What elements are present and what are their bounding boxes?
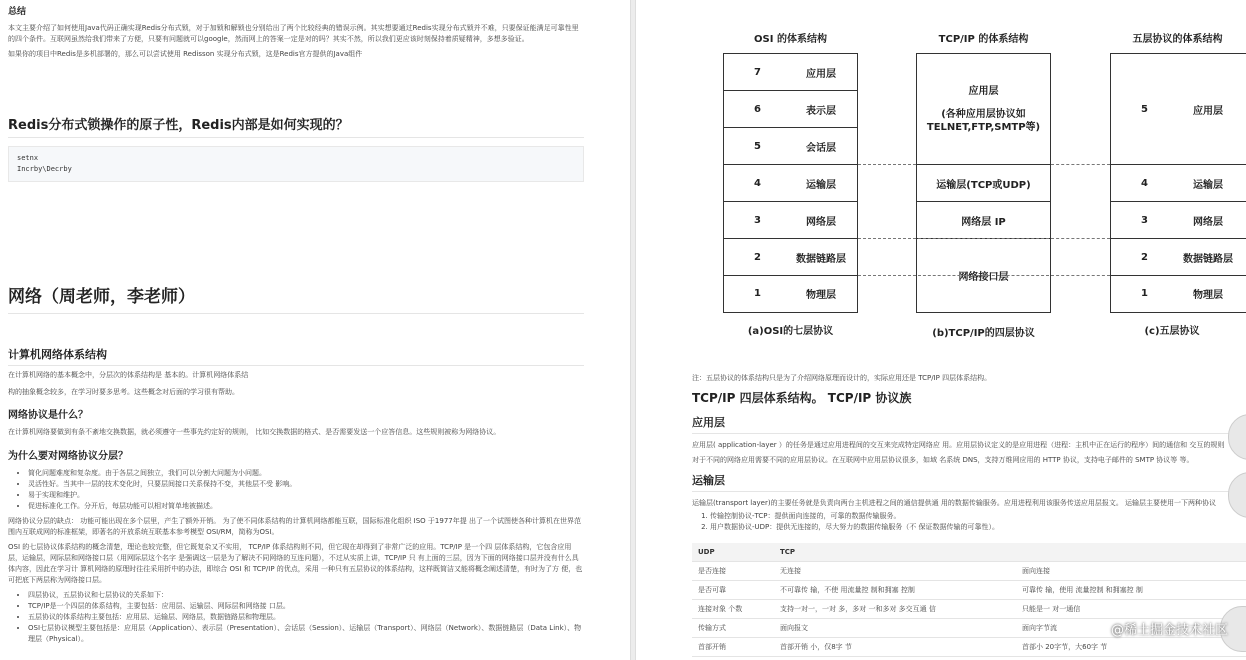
tcpip-stack [916, 53, 1051, 313]
what-section [8, 406, 584, 438]
table-cell: 可靠传 输，使用 流量控制 和拥塞控 制 [1016, 581, 1246, 600]
summary-section [8, 2, 584, 64]
why-item: • 促进标准化工作。分开后，每层功能可以相对简单地被描述。 [28, 501, 584, 512]
dashed-connector [1051, 164, 1110, 165]
osi-layer-6: 6 表示层 [724, 91, 857, 128]
transport-layer-heading: 运输层 [692, 472, 1246, 492]
why-heading: 为什么要对网络协议分层？ [8, 451, 128, 462]
five-layer-4: 4 运输层 [1111, 165, 1246, 202]
transport-item: 2. 用户数据协议-UDP：提供无连接的，尽大努力的数据传输服务（不 保证数据传输的可靠性）。 [710, 522, 1246, 533]
transport-paragraph: 运输层(transport layer)的主要任务就是负责向两台主机进程之间的通信提供通 用的数据传输服务。应用进程利用该服务传送应用层报文。 运输层主要使用一下两种协议 [692, 499, 1217, 507]
application-layer-section [692, 414, 1246, 466]
table-cell: 是否连接 [692, 562, 774, 581]
relation-item: • TCP/IP是一个四层的体系结构，主要包括：应用层、运输层、网际层和网络接 口层。 [28, 601, 584, 612]
pane-divider[interactable] [630, 0, 636, 660]
tcpip-title: TCP/IP 的体系结构 [938, 34, 1029, 45]
caption-osi: (a)OSI的七层协议 [747, 326, 834, 337]
summary-paragraph-1: 本文主要介绍了如何使用Java代码正确实现Redis分布式锁，对于加锁和解锁也分别给出了两个比较经典的错误示例。其实想要通过Redis实现分布式锁并不难，只要保证能满足可靠性里的四个条件。互联网虽然给我们带来了方便，只要有问题就可以google，然而网上的答案一定是对的吗？其实不然，所以我们更应该时刻保持着质疑精神，多想多验证。 [8, 24, 579, 43]
what-heading: 网络协议是什么？ [8, 410, 88, 421]
why-section [8, 447, 584, 649]
code-line: setnx [17, 154, 39, 162]
five-layer-1: 1 物理层 [1141, 288, 1223, 301]
dashed-connector [858, 164, 916, 165]
summary-paragraph-2: 如果你的项目中Redis是多机部署的，那么可以尝试使用 Redisson 实现分布式锁，这是Redis官方提供的Java组件 [8, 50, 363, 58]
protocol-diagram [648, 0, 1246, 350]
caption-tcpip: (b)TCP/IP的四层协议 [932, 328, 1035, 339]
transport-item: 1. 传输控制协议-TCP：提供面向连接的，可靠的数据传输服务。 [710, 511, 1246, 522]
table-cell: 支持一对一，一对 多，多对 一和多对 多交互通 信 [774, 600, 1016, 619]
tcpip-network-layer: 网络层 IP [917, 202, 1050, 239]
tcpip-section [692, 389, 1246, 406]
relation-item: • 五层协议的体系结构主要包括：应用层、运输层、网络层，数据链路层和物理层。 [28, 612, 584, 623]
table-row [692, 562, 1246, 581]
redis-heading: Redis分布式锁操作的原子性，Redis内部是如何实现的？ [8, 114, 584, 138]
what-paragraph: 在计算机网络要做到有条不紊地交换数据，就必须遵守一些事先约定好的规则， 比如交换数据的格式、是否需要发送一个应答信息。这些规则被称为网络协议。 [8, 428, 501, 436]
table-header-cell: UDP [692, 543, 774, 562]
tcpip-interface-layer: 网络接口层 [958, 271, 1009, 283]
table-cell: 面向报文 [774, 619, 1016, 638]
arch-paragraph-2: 构的抽象概念较多，在学习时要多思考。这些概念对后面的学习很有帮助。 [8, 388, 239, 396]
why-paragraph-1: 网络协议分层的缺点： 功能可能出现在多个层里，产生了额外开销。 为了使不同体系结构的计算机网络都能互联，国际标准化组织 ISO 于1977年提 出了一个试图使各种计算机在世界范围内互联成网的标准框架，即著名的开放系统互联基本参考模型 OSI/RM，简称为OSI。 [8, 517, 581, 536]
five-layer-3: 3 网络层 [1111, 202, 1246, 239]
osi-title: OSI 的体系结构 [754, 34, 827, 45]
table-cell: 不可靠传 输，不使 用流量控 制和拥塞 控制 [774, 581, 1016, 600]
why-paragraph-2: OSI 的七层协议体系结构的概念清楚，理论也较完整，但它既复杂又不实用， TCP/IP 体系结构则不同，但它现在却得到了非常广泛的应用。TCP/IP 是一个四 层体系结构，它包含应用层，运输层，网际层和网络接口层（用网际层这个名字 是强调这一层是为了解决不同网络的互连问题），不过从实质上讲，TCP/IP 只 有上面的三层，因为下面的网络接口层并没有什么具体内容，因此在学习计 算机网络的原理时往往采用折中的办法，即综合 OSI 和 TCP/IP 的优点，采用 一种只有五层协议的体系结构，这样既简洁又能将概念阐述清楚，有时为了方 便，也可把底下两层称为网络接口层。 [8, 543, 583, 584]
tcpip-heading: TCP/IP 四层体系结构。 TCP/IP 协议族 [692, 391, 912, 405]
table-cell: 传输方式 [692, 619, 774, 638]
dashed-connector [1051, 238, 1110, 239]
table-cell: 连接对象 个数 [692, 600, 774, 619]
application-paragraph-1: 应用层( application-layer ）的任务是通过应用进程间的交互来完成特定网络应 用。应用层协议定义的是应用进程（进程：主机中正在运行的程序）间的通信和 交互的规则 [692, 441, 1225, 449]
table-cell: 面向连接 [1016, 562, 1246, 581]
table-cell: 首部开销 [692, 638, 774, 657]
comparison-table-wrap [692, 543, 1246, 657]
code-block [8, 146, 584, 182]
application-layer-heading: 应用层 [692, 414, 1246, 434]
osi-stack [723, 53, 858, 313]
table-row [692, 600, 1246, 619]
summary-heading: 总结 [8, 7, 27, 17]
application-paragraph-2: 对于不同的网络应用需要不同的应用层协议。在互联网中应用层协议很多，如域 名系统 DNS，支持万维网应用的 HTTP 协议，支持电子邮件的 SMTP 协议等 等。 [692, 456, 1194, 464]
osi-layer-5: 5 会话层 [724, 128, 857, 165]
tcpip-transport-layer: 运输层(TCP或UDP) [917, 165, 1050, 202]
transport-layer-section [692, 472, 1246, 537]
caption-five-layer: (c)五层协议 [1144, 326, 1200, 337]
osi-layer-7: 7 应用层 [724, 54, 857, 91]
arch-section [8, 346, 584, 398]
right-document-pane [648, 0, 1246, 660]
dashed-connector [1051, 275, 1110, 276]
table-header-row [692, 543, 1246, 562]
network-section [8, 282, 584, 314]
tcpip-application-layer: 应用层 (各种应用层协议如 TELNET,FTP,SMTP等) [917, 54, 1050, 165]
table-row [692, 581, 1246, 600]
osi-layer-2: 2 数据链路层 [724, 239, 857, 276]
code-line: Incrby\Decrby [17, 165, 72, 173]
why-item: • 易于实现和维护。 [28, 490, 584, 501]
diagram-note: 注：五层协议的体系结构只是为了介绍网络原理而设计的，实际应用还是 TCP/IP 四层体系结构。 [692, 374, 992, 382]
table-cell: 只能是一 对一通信 [1016, 600, 1246, 619]
osi-layer-3: 3 网络层 [724, 202, 857, 239]
arch-paragraph-1: 在计算机网络的基本概念中，分层次的体系结构是 基本的。计算机网络体系结 [8, 371, 249, 379]
table-cell: 是否可靠 [692, 581, 774, 600]
relation-item: • OSI七层协议模型主要包括是：应用层（Application）、表示层（Presentation）、会话层（Session）、运输层（Transport）、网络层（Network）、数据链路层（Data Link）、物理层（Physical）。 [28, 623, 584, 645]
dashed-connector [858, 238, 916, 239]
five-layer-title: 五层协议的体系结构 [1132, 34, 1223, 45]
osi-layer-1: 1 物理层 [754, 288, 836, 301]
table-cell: 首部小 20字节，大60字 节 [1016, 638, 1246, 657]
watermark: @稀土掘金技术社区 [1110, 623, 1228, 638]
redis-section [8, 114, 584, 182]
table-cell: 首部开销 小，仅8字 节 [774, 638, 1016, 657]
osi-layer-4: 4 运输层 [724, 165, 857, 202]
five-layer-5: 5 应用层 [1111, 54, 1246, 165]
five-layer-2: 2 数据链路层 [1111, 239, 1246, 276]
five-layer-stack [1110, 53, 1246, 313]
table-header-cell: TCP [774, 543, 1016, 562]
dashed-connector [918, 275, 1049, 276]
table-cell: 无连接 [774, 562, 1016, 581]
table-header-cell [1016, 543, 1246, 562]
dashed-connector [918, 238, 1049, 239]
left-document-pane [0, 0, 596, 660]
relation-item: • 四层协议，五层协议和七层协议的关系如下： [28, 590, 584, 601]
table-cell: 面向字节流 [1016, 619, 1246, 638]
arch-heading: 计算机网络体系结构 [8, 346, 584, 366]
why-item: • 灵活性好。当其中一层的技术变化时，只要层间接口关系保持不变，其他层不受 影响。 [28, 479, 584, 490]
network-heading: 网络（周老师，李老师） [8, 282, 584, 314]
why-item: • 简化问题难度和复杂度。由于各层之间独立，我们可以分割大问题为小问题。 [28, 468, 584, 479]
dashed-connector [858, 275, 916, 276]
comparison-table [692, 543, 1246, 657]
table-row [692, 638, 1246, 657]
